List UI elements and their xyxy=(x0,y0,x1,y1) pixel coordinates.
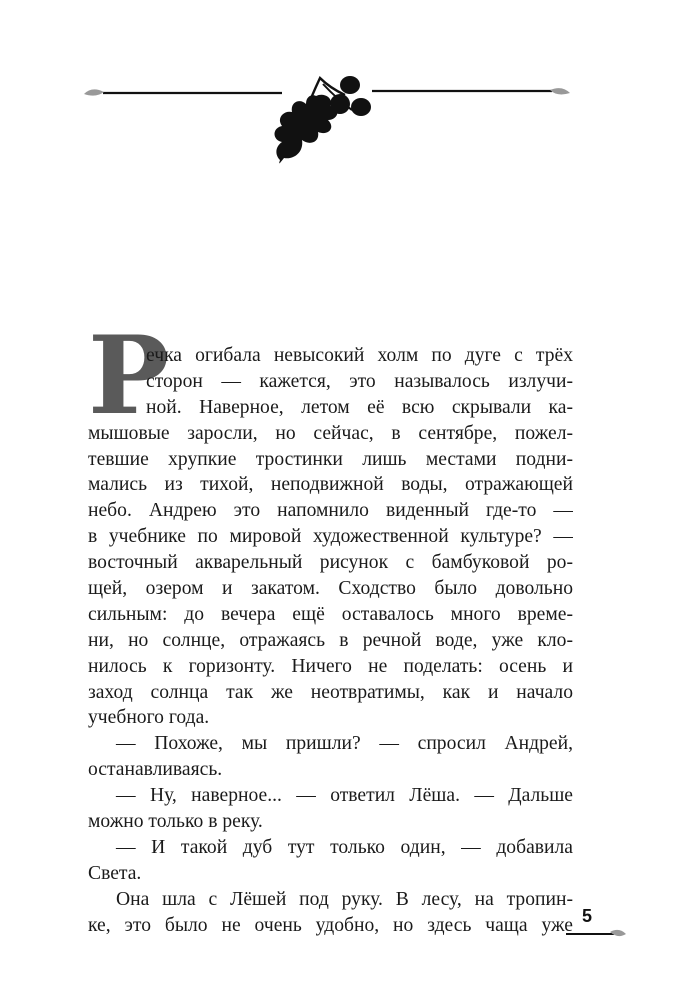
oak-leaf-ornament xyxy=(0,0,675,175)
text-line: небо. Андрею это напомнило виденный где-то — xyxy=(88,500,573,522)
text-line: заход солнца так же неотвратимы, как и начало xyxy=(88,681,573,703)
right-swash xyxy=(550,88,570,94)
text-line: Света. xyxy=(88,862,142,884)
acorn-top xyxy=(340,76,360,94)
text-line: ечка огибала невысокий холм по дуге с трёх xyxy=(146,345,573,366)
text-line: — Ну, наверное... — ответил Лёша. — Дальше xyxy=(116,785,573,807)
text-line: мышовые заросли, но сейчас, в сентябре, пожел- xyxy=(88,422,573,444)
page-number: 5 xyxy=(582,906,593,926)
text-line: — Похоже, мы пришли? — спросил Андрей, xyxy=(116,733,573,755)
left-swash xyxy=(84,89,104,95)
text-line: ни, но солнце, отражаясь в речной воде, уже кло- xyxy=(88,629,573,651)
text-line: сторон — кажется, это называлось излучи- xyxy=(146,370,573,392)
text-line: тевшие хрупкие тростинки лишь местами подни- xyxy=(88,448,573,470)
text-line: щей, озером и закатом. Сходство было довольно xyxy=(88,578,573,600)
text-line: ке, это было не очень удобно, но здесь чаща уже xyxy=(88,914,573,936)
acorn-mid xyxy=(330,94,350,114)
text-line: сильным: до вечера ещё оставалось много време- xyxy=(88,603,573,625)
text-line: — И такой дуб тут только один, — добавила xyxy=(116,836,573,858)
text-line: восточный акварельный рисунок с бамбуковой ро- xyxy=(88,552,573,574)
text-line: нилось к горизонту. Ничего не поделать: осень и xyxy=(88,655,573,677)
oak-leaf-shape xyxy=(275,95,338,164)
text-line: Она шла с Лёшей под руку. В лесу, на тропин- xyxy=(116,888,573,910)
text-line: можно только в реку. xyxy=(88,811,263,833)
text-line: в учебнике по мировой художественной культуре? — xyxy=(88,526,573,548)
drop-cap: Р xyxy=(88,313,170,439)
acorn-right xyxy=(351,98,371,116)
text-line: останавливаясь. xyxy=(88,759,223,781)
page-number-swash xyxy=(566,926,626,942)
text-line: ной. Наверное, летом её всю скрывали ка- xyxy=(146,396,573,418)
text-line: мались из тихой, неподвижной воды, отражающей xyxy=(88,474,573,496)
text-line: учебного года. xyxy=(88,707,210,729)
body-text xyxy=(88,343,573,938)
